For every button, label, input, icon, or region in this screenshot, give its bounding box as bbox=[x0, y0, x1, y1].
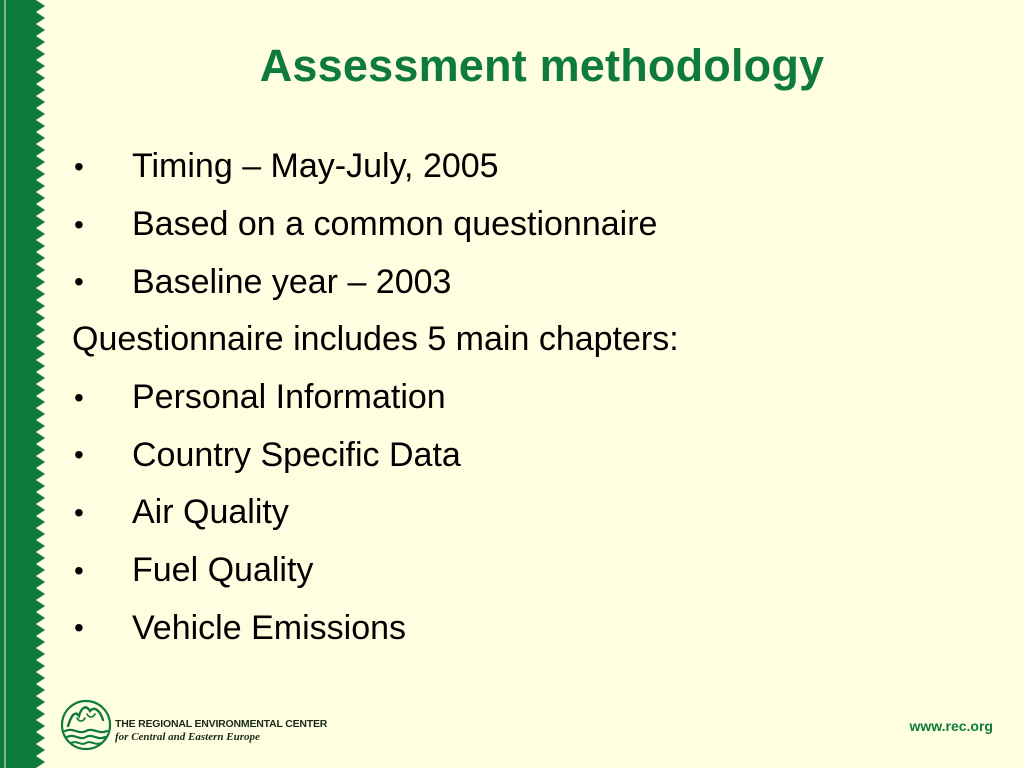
organization-name: THE REGIONAL ENVIRONMENTAL CENTER bbox=[115, 718, 328, 730]
website-url[interactable]: www.rec.org bbox=[909, 718, 993, 734]
bullet-marker: • bbox=[74, 496, 84, 528]
bullet-text: Based on a common questionnaire bbox=[132, 205, 658, 244]
bullet-text: Vehicle Emissions bbox=[132, 608, 407, 647]
slide-content bbox=[72, 138, 972, 657]
bullet-marker: • bbox=[74, 612, 84, 644]
bullet-text: Baseline year – 2003 bbox=[132, 262, 452, 301]
rec-logo-icon bbox=[59, 696, 113, 754]
slide-title: Assessment methodology bbox=[259, 40, 825, 91]
bullet-marker: • bbox=[74, 208, 84, 240]
bullet-marker: • bbox=[74, 381, 84, 413]
bullet-item-baseline bbox=[72, 253, 972, 311]
chapters-intro-text: Questionnaire includes 5 main chapters: bbox=[72, 320, 679, 359]
bullet-text: Air Quality bbox=[132, 493, 289, 532]
chapters-intro bbox=[72, 311, 972, 369]
organization-subtitle: for Central and Eastern Europe bbox=[115, 731, 260, 743]
bullet-marker: • bbox=[74, 150, 84, 182]
zigzag-edge-strip bbox=[0, 0, 48, 768]
bullet-marker: • bbox=[74, 554, 84, 586]
bullet-marker: • bbox=[74, 266, 84, 298]
bullet-item-questionnaire bbox=[72, 196, 972, 254]
bullet-marker: • bbox=[74, 439, 84, 471]
bullet-text: Country Specific Data bbox=[132, 435, 461, 474]
organization-name-block bbox=[115, 718, 375, 744]
bullet-item-fuel-quality bbox=[72, 542, 972, 600]
bullet-item-vehicle-emissions bbox=[72, 600, 972, 658]
bullet-item-personal-information bbox=[72, 369, 972, 427]
bullet-text: Fuel Quality bbox=[132, 551, 314, 590]
bullet-item-country-data bbox=[72, 426, 972, 484]
bullet-text: Personal Information bbox=[132, 378, 446, 417]
bullet-item-air-quality bbox=[72, 484, 972, 542]
bullet-text: Timing – May-July, 2005 bbox=[132, 147, 499, 186]
bullet-item-timing bbox=[72, 138, 972, 196]
